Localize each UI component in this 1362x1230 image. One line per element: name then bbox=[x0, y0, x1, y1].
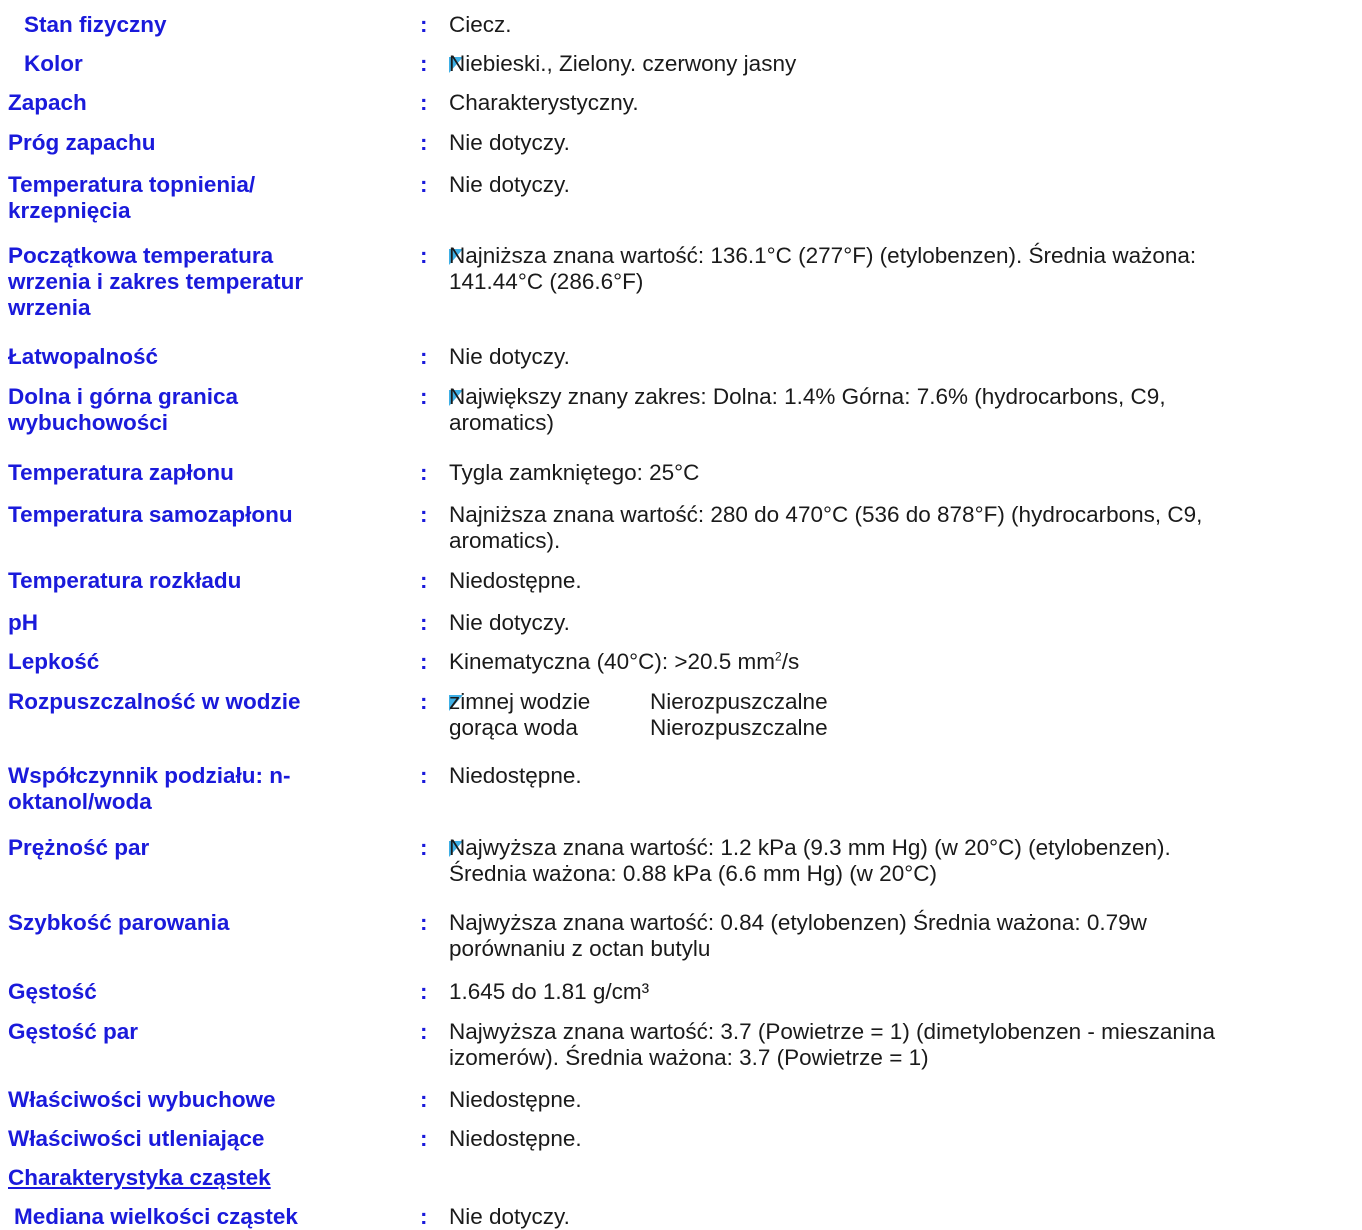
property-value: Niedostępne. bbox=[449, 568, 582, 593]
solubility-condition bbox=[449, 689, 650, 715]
property-label: Kolor bbox=[24, 51, 83, 76]
separator-colon: : bbox=[420, 763, 428, 788]
property-value-text: Niebieski., Zielony. czerwony jasny bbox=[449, 51, 797, 76]
separator-colon: : bbox=[420, 835, 428, 860]
separator-colon: : bbox=[420, 649, 428, 674]
property-label: Szybkość parowania bbox=[8, 910, 230, 935]
property-label bbox=[8, 384, 378, 436]
property-label: Próg zapachu bbox=[8, 130, 156, 155]
property-label bbox=[8, 172, 378, 224]
separator-colon: : bbox=[420, 130, 428, 155]
separator-colon: : bbox=[420, 460, 428, 485]
property-value: 1.645 do 1.81 g/cm³ bbox=[449, 979, 650, 1004]
property-label bbox=[8, 243, 378, 321]
property-label: Lepkość bbox=[8, 649, 100, 674]
separator-colon: : bbox=[420, 910, 428, 935]
property-label: Właściwości wybuchowe bbox=[8, 1087, 276, 1112]
property-value bbox=[449, 384, 1359, 436]
separator-colon: : bbox=[420, 51, 428, 76]
property-value-line: Najniższa znana wartość: 280 do 470°C (536 do 878°F) (hydrocarbons, C9, bbox=[449, 502, 1203, 527]
property-label: Łatwopalność bbox=[8, 344, 159, 369]
separator-colon: : bbox=[420, 1204, 428, 1229]
section-heading: Charakterystyka cząstek bbox=[8, 1165, 271, 1190]
solubility-condition: gorąca woda bbox=[449, 715, 578, 740]
property-label-line: Współczynnik podziału: n- bbox=[8, 763, 291, 788]
property-value: Nie dotyczy. bbox=[449, 1204, 570, 1229]
separator-colon: : bbox=[420, 689, 428, 714]
separator-colon: : bbox=[420, 344, 428, 369]
solubility-result: Nierozpuszczalne bbox=[650, 715, 828, 740]
property-value-text: Kinematyczna (40°C): >20.5 mm bbox=[449, 649, 775, 674]
property-label-line: Dolna i górna granica bbox=[8, 384, 239, 409]
property-value bbox=[449, 689, 1359, 741]
property-value: Nie dotyczy. bbox=[449, 610, 570, 635]
property-label-line: Początkowa temperatura bbox=[8, 243, 274, 268]
property-value-line: izomerów). Średnia ważona: 3.7 (Powietrze = 1) bbox=[449, 1045, 929, 1070]
property-label-line: Temperatura topnienia/ bbox=[8, 172, 256, 197]
property-value bbox=[449, 502, 1359, 554]
property-label-line: krzepnięcia bbox=[8, 198, 131, 223]
separator-colon: : bbox=[420, 1087, 428, 1112]
property-value: Niedostępne. bbox=[449, 1087, 582, 1112]
property-value-line: 141.44°C (286.6°F) bbox=[449, 269, 644, 294]
property-value: Niedostępne. bbox=[449, 763, 582, 788]
superscript: 2 bbox=[775, 649, 782, 664]
property-value-line: Największy znany zakres: Dolna: 1.4% Górna: 7.6% (hydrocarbons, C9, bbox=[449, 384, 1166, 409]
property-value bbox=[449, 835, 1359, 887]
property-label: Stan fizyczny bbox=[24, 12, 167, 37]
property-label: Gęstość par bbox=[8, 1019, 139, 1044]
property-label-line: wybuchowości bbox=[8, 410, 169, 435]
property-label: Właściwości utleniające bbox=[8, 1126, 265, 1151]
separator-colon: : bbox=[420, 1126, 428, 1151]
property-value: Nie dotyczy. bbox=[449, 172, 570, 197]
separator-colon: : bbox=[420, 12, 428, 37]
property-value bbox=[449, 1019, 1359, 1071]
separator-colon: : bbox=[420, 979, 428, 1004]
property-label: pH bbox=[8, 610, 38, 635]
property-value-line: Najwyższa znana wartość: 1.2 kPa (9.3 mm Hg) (w 20°C) (etylobenzen). bbox=[449, 835, 1171, 860]
property-value: Tygla zamkniętego: 25°C bbox=[449, 460, 700, 485]
solubility-condition-text: zimnej wodzie bbox=[449, 689, 591, 714]
property-value-line: porównaniu z octan butylu bbox=[449, 936, 711, 961]
property-value: Nie dotyczy. bbox=[449, 130, 570, 155]
property-value: Niedostępne. bbox=[449, 1126, 582, 1151]
separator-colon: : bbox=[420, 568, 428, 593]
separator-colon: : bbox=[420, 502, 428, 527]
separator-colon: : bbox=[420, 1019, 428, 1044]
property-label bbox=[8, 763, 378, 815]
property-label: Gęstość bbox=[8, 979, 97, 1004]
property-value-unit: /s bbox=[781, 649, 800, 674]
property-value-line: Najwyższa znana wartość: 0.84 (etylobenzen) Średnia ważona: 0.79w bbox=[449, 910, 1147, 935]
property-label: Rozpuszczalność w wodzie bbox=[8, 689, 301, 714]
property-value-line: aromatics). bbox=[449, 528, 561, 553]
property-label-line: wrzenia bbox=[8, 295, 91, 320]
solubility-row bbox=[449, 689, 1359, 715]
property-label: Mediana wielkości cząstek bbox=[14, 1204, 298, 1229]
property-label-line: wrzenia i zakres temperatur bbox=[8, 269, 304, 294]
property-value-line: aromatics) bbox=[449, 410, 555, 435]
property-value: Ciecz. bbox=[449, 12, 512, 37]
property-value bbox=[449, 910, 1359, 962]
property-label: Temperatura samozapłonu bbox=[8, 502, 293, 527]
property-value-line: Najwyższa znana wartość: 3.7 (Powietrze = 1) (dimetylobenzen - mieszanina bbox=[449, 1019, 1215, 1044]
property-label: Zapach bbox=[8, 90, 87, 115]
separator-colon: : bbox=[420, 384, 428, 409]
solubility-row bbox=[449, 715, 1359, 741]
separator-colon: : bbox=[420, 172, 428, 197]
solubility-result: Nierozpuszczalne bbox=[650, 689, 828, 714]
property-value bbox=[449, 243, 1359, 295]
property-label: Temperatura rozkładu bbox=[8, 568, 242, 593]
property-value: Charakterystyczny. bbox=[449, 90, 639, 115]
property-value-line: Średnia ważona: 0.88 kPa (6.6 mm Hg) (w 20°C) bbox=[449, 861, 937, 886]
property-label: Temperatura zapłonu bbox=[8, 460, 234, 485]
property-value bbox=[449, 51, 1359, 77]
property-label-line: oktanol/woda bbox=[8, 789, 152, 814]
separator-colon: : bbox=[420, 243, 428, 268]
separator-colon: : bbox=[420, 610, 428, 635]
property-value bbox=[449, 649, 1359, 675]
property-label: Prężność par bbox=[8, 835, 150, 860]
separator-colon: : bbox=[420, 90, 428, 115]
property-value: Nie dotyczy. bbox=[449, 344, 570, 369]
property-value-line: Najniższa znana wartość: 136.1°C (277°F) (etylobenzen). Średnia ważona: bbox=[449, 243, 1197, 268]
